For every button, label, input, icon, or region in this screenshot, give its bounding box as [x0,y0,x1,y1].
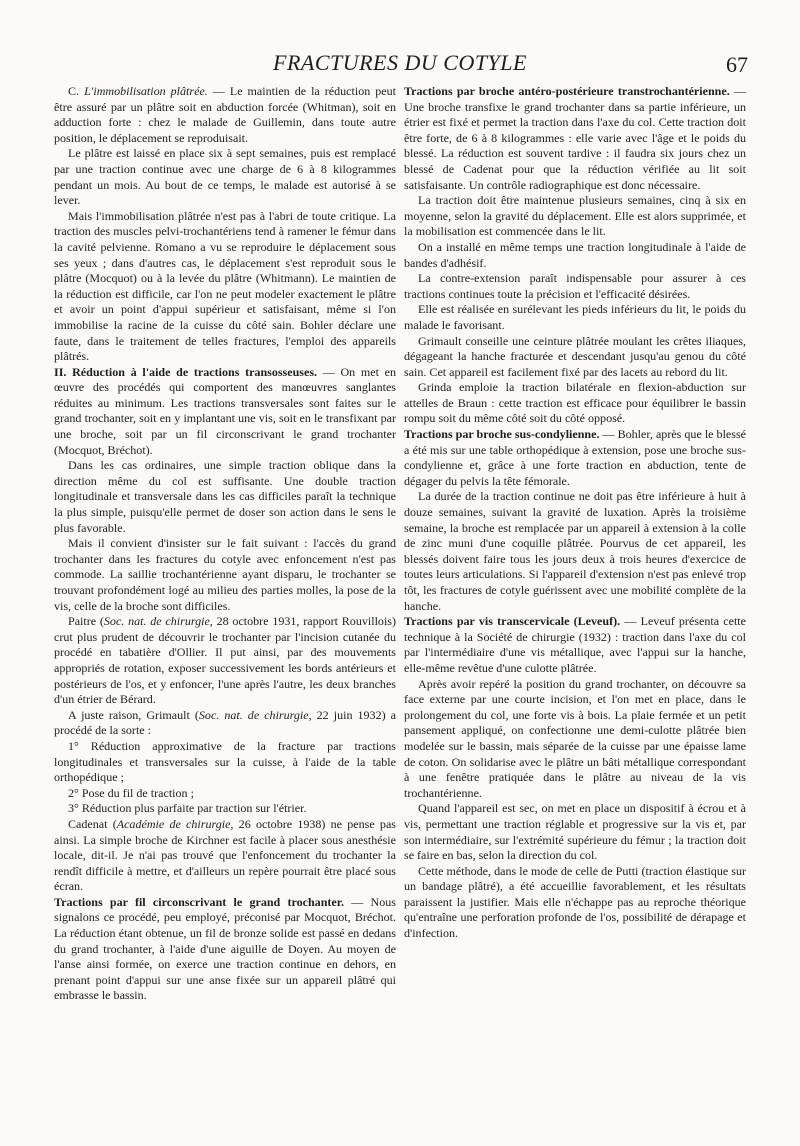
section-heading-paragraph [54,895,396,1004]
paragraph [404,864,746,942]
section-title: L'immobilisation plâtrée. [84,84,208,98]
list-item [54,786,396,802]
paragraph-text: 22 juin 1932) a procédé de la sorte : [54,707,396,738]
section-heading-paragraph [404,84,746,193]
section-heading-paragraph [404,427,746,489]
paragraph [54,536,396,614]
section-heading: Tractions par broche antéro-postérieure transtrochantérienne. [404,84,730,98]
citation-paragraph [54,817,396,895]
paragraph-text: — Leveuf présenta cette technique à la Société de chirurgie (1932) : traction dans l'axe du col par l'intermédiaire d'une vis métallique, avec l'appui sur la hanche, elle-même revêtue d'une culotte plâtrée. [404,614,746,675]
section-heading: Tractions par broche sus-condylienne. [404,427,600,442]
paragraph-text: Après avoir repéré la position du grand trochanter, on découvre sa face externe par une courte incision, et l'on met en place, dans le prolongement du col, une forte vis à bois. La plaie fermée et un petit pansement appliqué, on confectionne une demi-culotte plâtrée bien modelée sur le bassin, mais séparée de la cuisse par une épaisse lame de coton. On solidarise avec le plâtre un bâti métallique correspondant à une fenêtre pratiquée dans le plâtre au niveau de la vis trochantérienne. [404,676,746,800]
section-heading: II. Réduction à l'aide de tractions transosseuses. [54,364,318,379]
lead-paragraph [54,84,396,146]
paragraph-text: Paitre ( [68,614,104,629]
paragraph [404,489,746,614]
running-head: FRACTURES DU COTYLE [273,50,527,75]
paragraph-text: La traction doit être maintenue plusieurs semaines, cinq à six en moyenne, selon la gravité du déplacement. Elle est alors supprimée, et la mobilisation est commencée dans le lit. [404,193,746,239]
paragraph-text: — Nous signalons ce procédé, peu employé, préconisé par Mocquot, Bréchot. La réduction étant obtenue, un fil de bronze solide est passé en dedans du grand trochanter, à l'aide d'une aiguille de Doyen. Au moyen de l'anse ainsi formée, on exerce une traction continue en dehors, en prenant point d'appui sur une anse fixée sur un appareil plâtré qui embrasse le bassin. [54,894,396,1003]
section-heading: Tractions par vis transcervicale (Leveuf). [404,614,621,629]
paragraph-text: On a installé en même temps une traction longitudinale à l'aide de bandes d'adhésif. [404,239,746,270]
paragraph-text: La durée de la traction continue ne doit pas être inférieure à huit à douze semaines, suivant la gravité de luxation. Après la troisième semaine, la broche est remplacée par un appareil à extension à la colle de zinc muni d'une coquille plâtrée. Pourvus de cet appareil, les blessés doivent faire tous les jours deux à trois heures d'exercice de toutes leurs articulations. Si l'appareil d'extension n'est pas enlevé trop tôt, les fractures de cotyle guérissent avec une mobilité complète de la hanche. [404,489,746,613]
paragraph-text: — Le maintien de la réduction peut être assuré par un plâtre soit en abduction forcée (Whitman), soit en adduction forte : chez le malade de Guillemin, dans toute autre position, le déplacement se reproduisait. [54,84,396,145]
paragraph-text: La contre-extension paraît indispensable pour assurer à ces tractions continues toute la précision et l'efficacité désirées. [404,271,746,301]
list-item-text: 1° Réduction approximative de la fracture par tractions longitudinales et transversales sur la cuisse, à l'aide de la table orthopédique ; [54,738,396,785]
paragraph-text: Dans les cas ordinaires, une simple traction oblique dans la direction même du col est suffisante. Une double traction longitudinale et transversale dans les cas difficiles paraît la technique la plus simple, puisqu'elle permet de doser son action dans le sens le plus favorable. [54,458,396,535]
paragraph-text: Mais il convient d'insister sur le fait suivant : l'accès du grand trochanter dans les fractures du cotyle avec enfoncement n'est pas commode. La saillie trochantérienne ayant disparu, le trochanter se trouvant profondément logé au milieu des parties molles, la pose de la vis, celle de la broche sont difficiles. [54,536,396,613]
paragraph-text: Quand l'appareil est sec, on met en place un dispositif à écrou et à vis, permettant une traction réglable et progressive sur la vis et, par son intermédiaire, sur l'extrémité supérieure du fémur ; la traction doit se faire en bas, selon la direction du col. [404,801,746,863]
paragraph-text: — Bohler, après que le blessé a été mis sur une table orthopédique à extension, pose une broche sus-condylienne et, grâce à une forte traction en abduction, tente de dégager du pelvis la tête fémorale. [404,427,746,488]
journal-reference: Soc. nat. de chirurgie, [198,707,312,722]
list-item [54,739,396,786]
paragraph-text: Le plâtre est laissé en place six à sept semaines, puis est remplacé par une traction continue avec une charge de 6 à 8 kilogrammes pendant un mois. Au bout de ce temps, le malade est autorisé à se lever. [54,146,396,208]
paragraph-text: — Une broche transfixe le grand trochanter dans sa partie inférieure, un étrier est fixé et permet la traction dans l'axe du col. Cette traction doit être forte, de 6 à 8 kilogrammes : elle varie avec l'âge et le poids du blessé. La réduction est souvent tardive : il faudra six jours chez un blessé de Cadenat pour que la réduction vérifiée au lit soit satisfaisante. Un contrôle radiographique est donc nécessaire. [404,84,747,192]
paragraph-text: Mais l'immobilisation plâtrée n'est pas à l'abri de toute critique. La traction des muscles pelvi-trochantériens tend à ramener le fémur dans la cavité pelvienne. Romano a vu se reproduire le déplacement sous ses yeux ; dans d'autres cas, le déplacement s'est reproduit sous le plâtre (Mocquot) ou à la levée du plâtre (Whitmann). Le maintien de la réduction est difficile, car l'on ne peut modeler exactement le plâtre et avoir un point d'appui supérieur et satisfaisant, même si l'on immobilise la racine de la cuisse du côté sain. Bohler déclare une faute, dans le traitement de telles fractures, l'emploi des appareils plâtrés. [54,208,396,364]
list-item-text: 3° Réduction plus parfaite par traction sur l'étrier. [68,801,307,816]
paragraph [404,193,746,240]
citation-paragraph [54,708,396,739]
paragraph-text: — On met en œuvre des procédés qui comportent des manœuvres sanglantes réduites au minimum. Les tractions transversales sont faites sur le grand trochanter, soit en y implantant une vis, soit en le transfixant par une broche, soit par un fil circonscrivant le grand trochanter (Mocquot, Bréchot). [54,364,396,457]
paragraph-text: Cadenat ( [68,816,117,831]
paragraph [54,146,396,208]
paragraph-text: Grimault conseille une ceinture plâtrée moulant les crêtes iliaques, dégageant la hanche fracturée et descendant jusqu'au genou du côté sain. Cet appareil est facilement fixé par des lacets au rebord du lit. [404,333,746,379]
right-column [404,84,746,942]
left-column [54,84,396,1004]
paragraph [404,801,746,863]
paragraph [54,209,396,365]
paragraph [404,302,746,333]
section-label: C. [68,84,80,98]
section-heading: Tractions par fil circonscrivant le grand trochanter. [54,894,345,909]
paragraph-text: 28 octobre 1931, rapport Rouvillois) crut plus prudent de découvrir le trochanter par l'incision cutanée du procédé en tabatière d'Ollier. Il put ainsi, par des mouvements appropriés de rotation, exposer successivement les bords antérieurs et postérieurs de l'os, et y enfoncer, l'une après l'autre, les deux branches d'un étrier de Bérard. [54,614,396,707]
journal-reference: Soc. nat. de chirurgie, [103,614,213,629]
page-number: 67 [726,52,748,77]
paragraph-text: 26 octobre 1938) ne pense pas ainsi. La simple broche de Kirchner est facile à placer sous anesthésie locale, dit-il. Je n'ai pas trouvé que l'enfoncement du trochanter la rendît difficile à mettre, et d'ailleurs un repère pourrait être placé sous écran. [54,816,396,894]
paragraph-text: Cette méthode, dans le mode de celle de Putti (traction élastique sur un bandage plâtré), a été accueillie favorablement, et les résultats paraissent la justifier. Mais elle n'échappe pas au reproche théorique qu'entraîne une perforation profonde de l'os, possibilité de dérapage et d'infection. [404,863,746,941]
paragraph [404,240,746,271]
list-item [54,801,396,817]
paragraph-text: Elle est réalisée en surélevant les pieds inférieurs du lit, le poids du malade le favorisant. [404,302,746,332]
citation-paragraph [54,614,396,708]
section-heading-paragraph [54,365,396,459]
section-heading-paragraph [404,614,746,676]
paragraph-text: Grinda emploie la traction bilatérale en flexion-abduction sur attelles de Braun : cette traction est efficace pour équilibrer le bassin rompu soit du même côté soit du côté opposé. [404,380,746,426]
paragraph [404,380,746,427]
journal-reference: Académie de chirurgie, [116,816,234,831]
paragraph-text: A juste raison, Grimault ( [68,707,199,722]
paragraph [404,677,746,802]
list-item-text: 2° Pose du fil de traction ; [68,785,194,800]
paragraph [54,458,396,536]
paragraph [404,334,746,381]
paragraph [404,271,746,302]
